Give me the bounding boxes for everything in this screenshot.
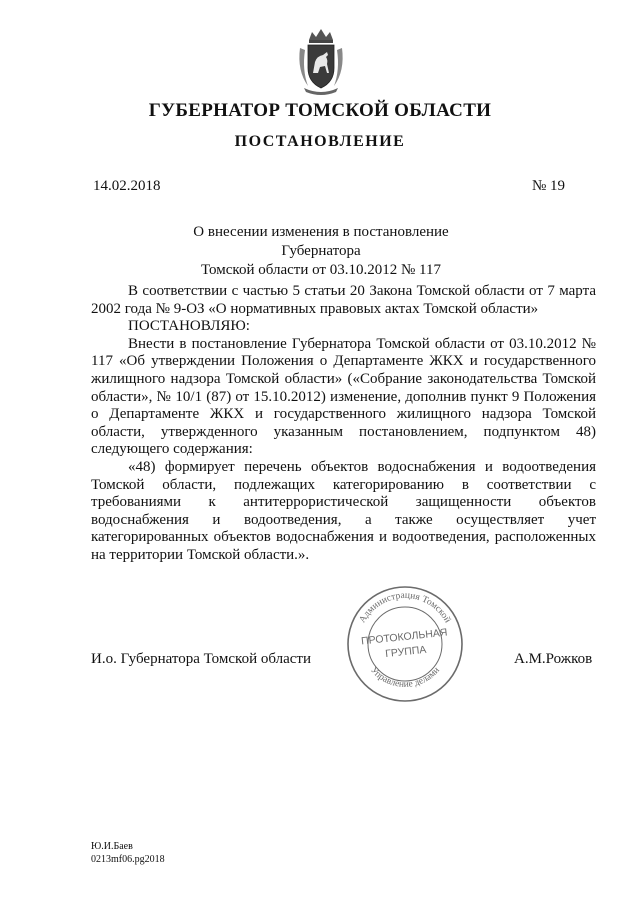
document-footer	[91, 840, 165, 866]
document-subject	[160, 223, 482, 280]
svg-text:Управление делами	[368, 666, 442, 690]
official-stamp	[345, 584, 465, 704]
stamp-center-line: ГРУППА	[384, 643, 427, 661]
document-body	[91, 283, 596, 565]
executor-name: Ю.И.Баев	[91, 841, 133, 852]
stamp-center-line: ПРОТОКОЛЬНАЯ	[360, 626, 448, 648]
tomsk-coat-of-arms-icon	[296, 26, 346, 96]
resolve-heading: ПОСТАНОВЛЯЮ:	[128, 318, 250, 335]
document-date: 14.02.2018	[93, 178, 161, 194]
file-reference: 0213mf06.pg2018	[91, 854, 165, 865]
signatory-position: И.о. Губернатора Томской области	[91, 651, 311, 667]
document-number: № 19	[532, 178, 566, 194]
amendment-paragraph: Внести в постановление Губернатора Томской области от 03.10.2012 № 117 «Об утверждении Положения о Департаменте ЖКХ и государственного жилищного надзора Томской области» («Собрание законодательства Томской области», № 10/1 (87) от 15.10.2012) изменение, дополнив пункт 9 Положения о Департаменте ЖКХ и государственного жилищного надзора Томской области, утвержденного указанным постановлением, подпунктом 48) следующего содержания:	[91, 335, 596, 458]
new-item-paragraph: «48) формирует перечень объектов водоснабжения и водоотведения Томской области, подлежащих категорированию в соответствии с требованиями к антитеррористической защищенности объектов водоснабжения и водоотведения, а также осуществляет учет категорированных объектов водоснабжения и водоотведения, расположенных на территории Томской области.».	[91, 458, 596, 563]
document-type: ПОСТАНОВЛЕНИЕ	[234, 133, 406, 150]
stamp-ring-bottom: Управление делами	[368, 665, 442, 690]
preamble-paragraph: В соответствии с частью 5 статьи 20 Закона Томской области от 7 марта 2002 года № 9-ОЗ «О нормативных правовых актах Томской области»	[91, 283, 596, 317]
subject-line: Томской области от 03.10.2012 № 117	[201, 262, 441, 278]
stamp-ring-top: Администрация Томской	[357, 590, 453, 625]
signatory-name: А.М.Рожков	[514, 651, 593, 667]
authority-title: ГУБЕРНАТОР ТОМСКОЙ ОБЛАСТИ	[148, 100, 492, 121]
subject-line: О внесении изменения в постановление Губернатора	[193, 224, 449, 259]
svg-text:Администрация Томской	[358, 591, 453, 625]
